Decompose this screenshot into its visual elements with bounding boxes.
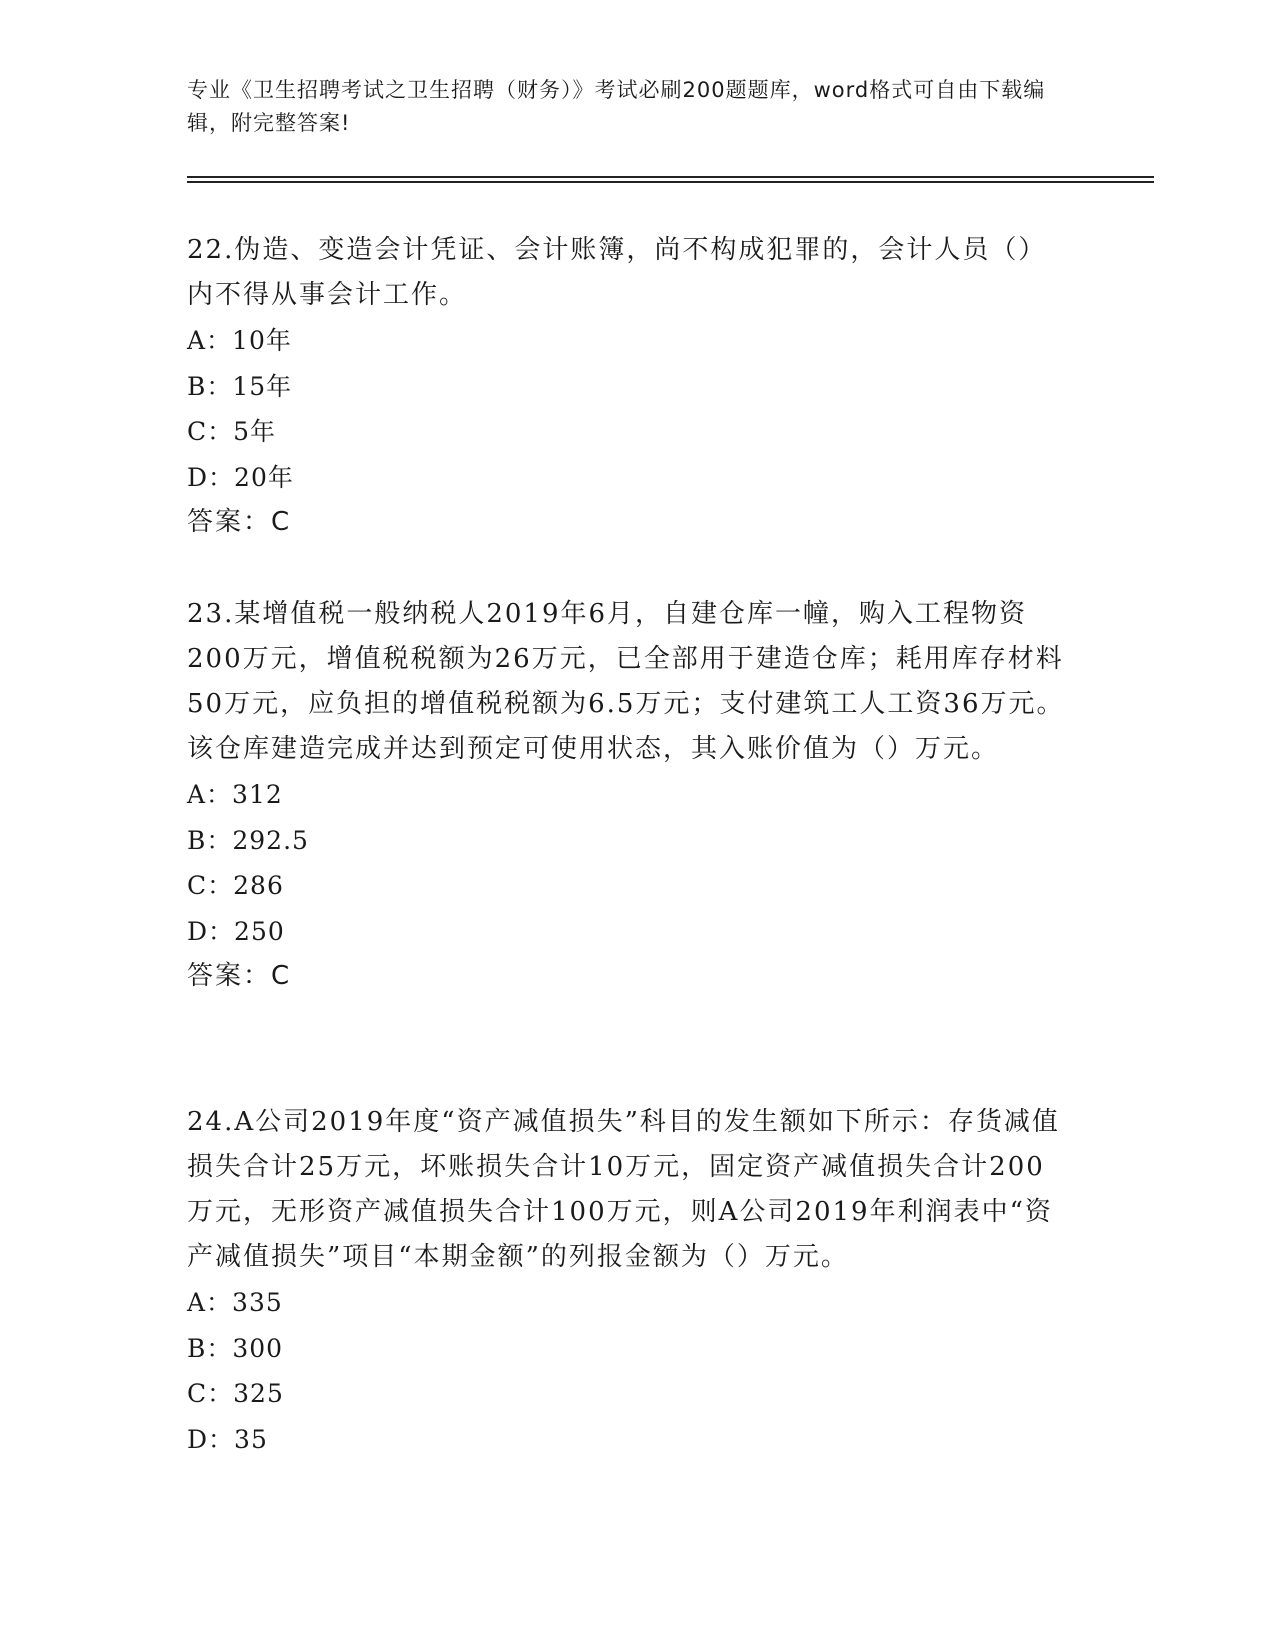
question-text: 24.A公司2019年度“资产减值损失”科目的发生额如下所示：存货减值损失合计25万元，坏账损失合计10万元，固定资产减值损失合计200万元，无形资产减值损失合计100万元，则A公司2019年利润表中“资产减值损失”项目“本期金额”的列报金额为（）万元。 [187, 1107, 1060, 1272]
answer-line: 答案：C [187, 507, 292, 537]
option-c: C：325 [187, 1379, 284, 1408]
header-divider-top [187, 176, 1154, 178]
question-22 [187, 228, 1067, 545]
option-a: A：312 [187, 780, 283, 809]
header-divider-bottom [187, 181, 1154, 183]
option-b: B：292.5 [187, 825, 309, 855]
question-text: 23.某增值税一般纳税人2019年6月，自建仓库一幢，购入工程物资200万元，增值税税额为26万元，已全部用于建造仓库；耗用库存材料50万元，应负担的增值税税额为6.5万元；支付建筑工人工资36万元。该仓库建造完成并达到预定可使用状态，其入账价值为（）万元。 [187, 599, 1065, 764]
option-list [187, 772, 1067, 954]
document-header: 专业《卫生招聘考试之卫生招聘（财务）》考试必刷200题题库，word格式可自由下载编辑，附完整答案! [187, 78, 1046, 135]
option-list [187, 318, 1067, 500]
option-b: B：300 [187, 1333, 284, 1363]
option-b: B：15年 [187, 371, 293, 401]
option-d: D：20年 [187, 462, 294, 492]
option-c: C：286 [187, 871, 284, 900]
question-23 [187, 592, 1067, 999]
option-a: A：335 [187, 1288, 283, 1317]
option-d: D：250 [187, 916, 285, 946]
option-d: D：35 [187, 1424, 268, 1454]
question-text: 22.伪造、变造会计凭证、会计账簿，尚不构成犯罪的，会计人员（）内不得从事会计工作。 [187, 235, 1047, 310]
answer-line: 答案：C [187, 961, 292, 991]
option-a: A：10年 [187, 326, 292, 355]
option-c: C：5年 [187, 417, 277, 446]
option-list [187, 1280, 1067, 1462]
question-24 [187, 1100, 1067, 1462]
